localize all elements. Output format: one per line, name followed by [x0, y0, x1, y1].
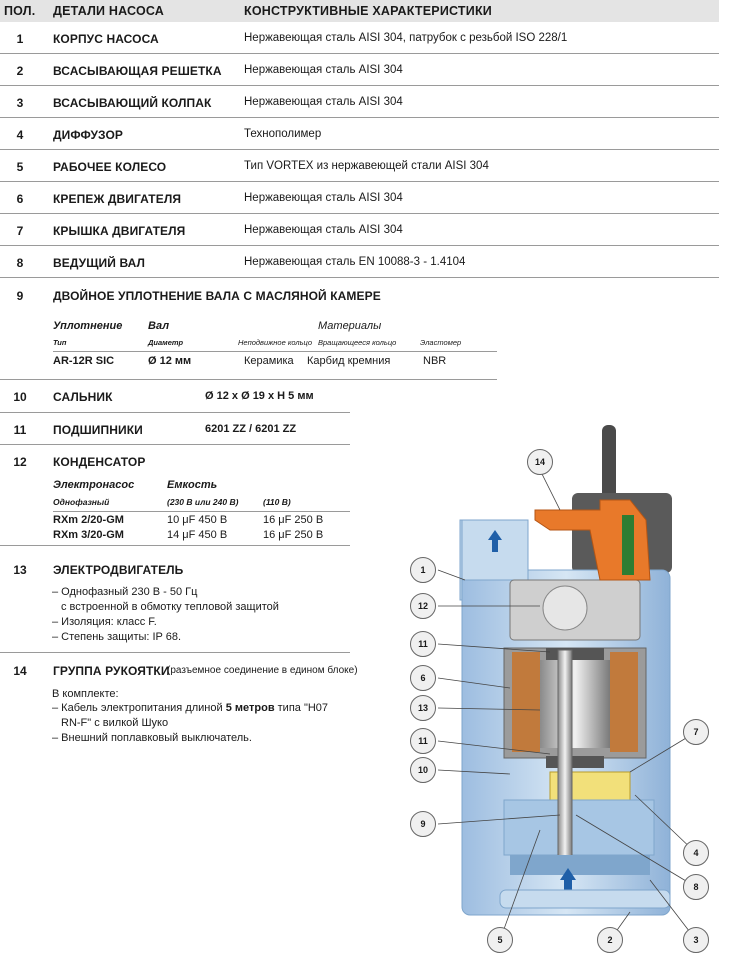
- seal-val-diameter: Ø 12 мм: [148, 355, 192, 367]
- seal-col-shaft: Вал: [148, 320, 170, 332]
- motor-rule: [0, 652, 350, 653]
- callout-bubble: 2: [597, 927, 623, 953]
- table-row: [0, 22, 719, 54]
- capacitor-title: КОНДЕНСАТОР: [53, 455, 146, 469]
- table-row: [0, 246, 719, 278]
- handle-title: ГРУППА РУКОЯТКИ: [53, 664, 170, 678]
- handle-insert-shape: [622, 515, 634, 575]
- header-pos: ПОЛ.: [4, 4, 36, 18]
- capacitor-sub-110: (110 В): [263, 497, 291, 507]
- seal-val-rotating: Карбид кремния: [307, 355, 391, 367]
- row-num: 6: [16, 192, 24, 206]
- callout-bubble: 5: [487, 927, 513, 953]
- motor-line: – Однофазный 230 В - 50 Гц: [52, 586, 198, 598]
- row-part: РАБОЧЕЕ КОЛЕСО: [53, 160, 167, 174]
- callout-bubble: 14: [527, 449, 553, 475]
- row-desc: Нержавеющая сталь AISI 304: [244, 96, 403, 108]
- motor-line: с встроенной в обмотку тепловой защитой: [61, 601, 279, 613]
- handle-num: 14: [13, 664, 27, 678]
- seal-sub-fixed: Неподвижное кольцо: [238, 338, 313, 347]
- row-num: 7: [16, 224, 24, 238]
- shaft-shape: [558, 650, 572, 865]
- row-desc: Нержавеющая сталь EN 10088-3 - 1.4104: [244, 256, 466, 268]
- row-num: 2: [16, 64, 24, 78]
- capacitor-divider: [53, 511, 350, 512]
- callout-bubble: 1: [410, 557, 436, 583]
- row-part: ВЕДУЩИЙ ВАЛ: [53, 256, 146, 270]
- capacitor-num: 12: [13, 455, 27, 469]
- capacitor-shape: [543, 586, 587, 630]
- header-parts: ДЕТАЛИ НАСОСА: [53, 4, 165, 18]
- row-num: 8: [16, 256, 24, 270]
- seal-sub-diameter: Диаметр: [148, 338, 184, 347]
- row-part: КОРПУС НАСОСА: [53, 32, 159, 46]
- bearings-part: ПОДШИПНИКИ: [53, 423, 143, 437]
- row-desc: Технополимер: [244, 128, 322, 140]
- capacitor-sub-single: Однофазный: [53, 497, 110, 507]
- gland-rule: [0, 412, 350, 413]
- callout-bubble: 11: [410, 631, 436, 657]
- table-row: [0, 182, 719, 214]
- callout-bubble: 8: [683, 874, 709, 900]
- capacitor-cap110: 16 μF 250 В: [263, 529, 324, 541]
- pump-cutaway-diagram: [400, 420, 725, 955]
- motor-title: ЭЛЕКТРОДВИГАТЕЛЬ: [53, 563, 184, 577]
- handle-title-note: (разъемное соединение в едином блоке): [167, 665, 358, 676]
- capacitor-cap230: 10 μF 450 В: [167, 514, 228, 526]
- bearings-rule: [0, 444, 350, 445]
- capacitor-sub-230: (230 В или 240 В): [167, 497, 239, 507]
- callout-bubble: 3: [683, 927, 709, 953]
- row-part: ВСАСЫВАЮЩАЯ РЕШЕТКА: [53, 64, 222, 78]
- table-row: [0, 150, 719, 182]
- row-part: КРЫШКА ДВИГАТЕЛЯ: [53, 224, 186, 238]
- table-row: [0, 86, 719, 118]
- callout-bubble: 6: [410, 665, 436, 691]
- row-part: ВСАСЫВАЮЩИЙ КОЛПАК: [53, 96, 212, 110]
- seal-val-type: AR-12R SIC: [53, 355, 115, 367]
- callout-bubble: 12: [410, 593, 436, 619]
- callout-bubble: 4: [683, 840, 709, 866]
- motor-line: – Степень защиты: IP 68.: [52, 631, 182, 643]
- seal-title: ДВОЙНОЕ УПЛОТНЕНИЕ ВАЛА С МАСЛЯНОЙ КАМЕРЕ: [53, 289, 381, 303]
- row-part: КРЕПЕЖ ДВИГАТЕЛЯ: [53, 192, 182, 206]
- row-desc: Тип VORTEX из нержавеющей стали AISI 304: [244, 160, 489, 172]
- seal-val-elastomer: NBR: [423, 355, 447, 367]
- gland-part: САЛЬНИК: [53, 390, 113, 404]
- row-rule: [0, 277, 719, 278]
- seal-rule: [0, 379, 497, 380]
- seal-val-fixed: Керамика: [244, 355, 294, 367]
- capacitor-cap110: 16 μF 250 В: [263, 514, 324, 526]
- capacitor-model: RXm 2/20-GM: [53, 514, 124, 526]
- row-num: 5: [16, 160, 24, 174]
- handle-float: – Внешний поплавковый выключатель.: [52, 732, 252, 744]
- seal-sub-elastomer: Эластомер: [420, 338, 462, 347]
- table-row: [0, 54, 719, 86]
- capacitor-model: RXm 3/20-GM: [53, 529, 124, 541]
- callout-bubble: 10: [410, 757, 436, 783]
- rotor-shape: [540, 660, 610, 748]
- callout-bubble: 9: [410, 811, 436, 837]
- capacitor-col-pump: Электронасос: [53, 479, 135, 491]
- handle-intro: В комплекте:: [52, 688, 119, 700]
- gland-value: Ø 12 x Ø 19 x H 5 мм: [205, 390, 314, 402]
- capacitor-rule: [0, 545, 350, 546]
- callout-bubble: 7: [683, 719, 709, 745]
- seal-num: 9: [16, 289, 24, 303]
- motor-line: – Изоляция: класс F.: [52, 616, 157, 628]
- row-desc: Нержавеющая сталь AISI 304: [244, 192, 403, 204]
- capacitor-cap230: 14 μF 450 В: [167, 529, 228, 541]
- callout-bubble: 11: [410, 728, 436, 754]
- table-row: [0, 118, 719, 150]
- row-num: 3: [16, 96, 24, 110]
- row-desc: Нержавеющая сталь AISI 304: [244, 224, 403, 236]
- seal-sub-rotating: Вращающееся кольцо: [318, 338, 397, 347]
- seal-col-seal: Уплотнение: [53, 320, 123, 332]
- bearings-num: 11: [13, 423, 27, 437]
- gland-num: 10: [13, 390, 27, 404]
- row-num: 1: [16, 32, 24, 46]
- seal-sub-type: Тип: [53, 338, 67, 347]
- seal-divider: [53, 351, 497, 352]
- table-header: [0, 0, 719, 22]
- capacitor-col-capacity: Емкость: [167, 479, 218, 491]
- table-row: [0, 214, 719, 246]
- row-num: 4: [16, 128, 24, 142]
- base-shape: [500, 890, 670, 908]
- handle-cable-line2: RN-F" с вилкой Шуко: [61, 717, 169, 729]
- motor-num: 13: [13, 563, 27, 577]
- seal-col-materials: Материалы: [318, 320, 382, 332]
- handle-cable: – Кабель электропитания длиной 5 метров типа "H07: [52, 702, 329, 714]
- row-desc: Нержавеющая сталь AISI 304, патрубок с резьбой ISO 228/1: [244, 32, 568, 44]
- callout-bubble: 13: [410, 695, 436, 721]
- row-part: ДИФФУЗОР: [53, 128, 124, 142]
- bearings-value: 6201 ZZ / 6201 ZZ: [205, 423, 297, 435]
- header-specs: КОНСТРУКТИВНЫЕ ХАРАКТЕРИСТИКИ: [244, 4, 492, 18]
- row-desc: Нержавеющая сталь AISI 304: [244, 64, 403, 76]
